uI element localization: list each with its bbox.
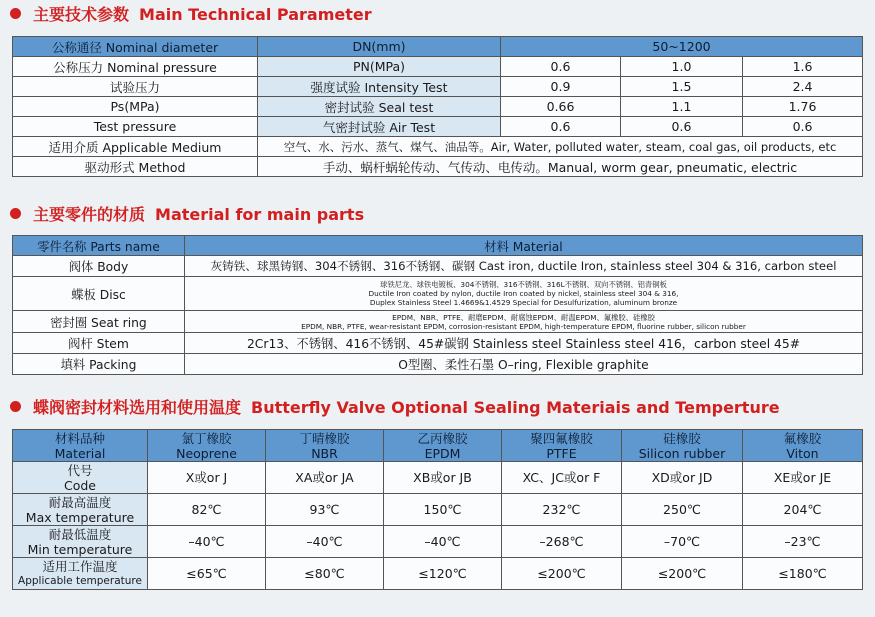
section-title-cn: 蝶阀密封材料选用和使用温度: [33, 398, 242, 417]
cell: ≤80℃: [266, 558, 384, 590]
cell: 公称通径 Nominal diameter: [13, 37, 258, 57]
text-line: Applicable temperature: [18, 574, 142, 587]
cell: [13, 430, 148, 462]
text-line: 氟橡胶: [783, 430, 822, 446]
table-row: [13, 311, 863, 333]
cell: XE或or JE: [743, 462, 863, 494]
cell: 适用介质 Applicable Medium: [13, 137, 258, 157]
table-row: [13, 157, 863, 177]
cell: –70℃: [622, 526, 743, 558]
cell: 强度试验 Intensity Test: [258, 77, 501, 97]
cell: ≤180℃: [743, 558, 863, 590]
table-row: [13, 494, 863, 526]
cell: DN(mm): [258, 37, 501, 57]
cell: 驱动形式 Method: [13, 157, 258, 177]
text-line: EPDM, NBR, PTFE, wear-resistant EPDM, corrosion-resistant EPDM, high-temperature EPDM, fluorine rubber, silicon rubber: [301, 321, 746, 331]
text-line: NBR: [311, 445, 338, 461]
table-row: [13, 462, 863, 494]
text-line: Duplex Stainless Steel 1.4669&1.4529 Special for Desulfurization, aluminum bronze: [369, 298, 678, 307]
text-line: Min temperature: [27, 541, 133, 557]
cell: –268℃: [502, 526, 622, 558]
cell: 公称压力 Nominal pressure: [13, 57, 258, 77]
cell: 手动、蜗杆蜗轮传动、气传动、电传动。Manual, worm gear, pneumatic, electric: [258, 157, 863, 177]
text-line: Silicon rubber: [638, 445, 726, 461]
cell: 1.76: [743, 97, 863, 117]
table-row: [13, 97, 863, 117]
cell: [266, 430, 384, 462]
table-row: [13, 137, 863, 157]
cell: 蝶板 Disc: [13, 277, 185, 311]
text-line: 聚四氟橡胶: [530, 430, 593, 446]
section-title-sealing: [8, 397, 780, 419]
section-title-materials: [8, 204, 364, 226]
cell: 50~1200: [501, 37, 863, 57]
table-row: [13, 277, 863, 311]
cell: [148, 430, 266, 462]
cell: 气密封试验 Air Test: [258, 117, 501, 137]
text-line: EPDM、NBR、PTFE、耐磨EPDM、耐腐蚀EPDM、耐温EPDM、氟橡胶、硅橡胶: [392, 312, 655, 322]
cell: 阀体 Body: [13, 256, 185, 277]
cell: 0.66: [501, 97, 621, 117]
text-line: PTFE: [546, 445, 577, 461]
cell: 1.1: [621, 97, 743, 117]
cell: 0.6: [501, 117, 621, 137]
table-row: [13, 430, 863, 462]
cell: 阀杆 Stem: [13, 333, 185, 354]
cell: [13, 462, 148, 494]
table-row: [13, 57, 863, 77]
cell: PN(MPa): [258, 57, 501, 77]
cell: 204℃: [743, 494, 863, 526]
cell: ≤200℃: [502, 558, 622, 590]
cell: Ps(MPa): [13, 97, 258, 117]
cell: O型圈、柔性石墨 O–ring, Flexible graphite: [185, 354, 863, 375]
cell: –40℃: [148, 526, 266, 558]
text-line: 代号: [67, 462, 93, 478]
technical-parameter-table: [12, 36, 863, 177]
section-title-en: Main Technical Parameter: [139, 5, 372, 24]
cell: 零件名称 Parts name: [13, 236, 185, 256]
text-line: 硅橡胶: [663, 430, 701, 446]
cell: 150℃: [384, 494, 502, 526]
cell: [13, 558, 148, 590]
cell: 空气、水、污水、蒸气、煤气、油品等。Air, Water, polluted water, steam, coal gas, oil products, etc: [258, 137, 863, 157]
cell: [622, 430, 743, 462]
cell: 82℃: [148, 494, 266, 526]
sealing-material-table: [12, 429, 863, 590]
cell: –40℃: [266, 526, 384, 558]
text-line: 适用工作温度: [42, 558, 118, 574]
section-title-cn: 主要技术参数: [33, 5, 130, 24]
cell: ≤120℃: [384, 558, 502, 590]
table-row: [13, 526, 863, 558]
cell: XD或or JD: [622, 462, 743, 494]
cell: 灰铸铁、球黑铸钢、304不锈钢、316不锈钢、碳钢 Cast iron, ductile Iron, stainless steel 304 & 316, carbon steel: [185, 256, 863, 277]
bullet-icon: [10, 208, 21, 219]
cell: ≤200℃: [622, 558, 743, 590]
cell: [185, 311, 863, 333]
cell: [13, 494, 148, 526]
section-title-en: Material for main parts: [155, 205, 365, 224]
text-line: 耐最高温度: [48, 494, 112, 510]
text-line: 材料品种: [54, 430, 105, 446]
text-line: 球铁尼龙、球铁电镀板、304不锈钢、316不锈钢、316L不锈钢、双向不锈钢、铝青铜板: [380, 280, 667, 289]
cell: 密封试验 Seal test: [258, 97, 501, 117]
cell: XA或or JA: [266, 462, 384, 494]
section-title-en: Butterfly Valve Optional Sealing Materiais and Temperture: [251, 398, 780, 417]
text-line: Neoprene: [176, 445, 237, 461]
cell: 材料 Material: [185, 236, 863, 256]
cell: 1.6: [743, 57, 863, 77]
cell: 试验压力: [13, 77, 258, 97]
table-row: [13, 558, 863, 590]
cell: 0.6: [501, 57, 621, 77]
cell: Test pressure: [13, 117, 258, 137]
table-row: [13, 333, 863, 354]
bullet-icon: [10, 401, 21, 412]
text-line: 耐最低温度: [48, 526, 112, 542]
cell: 1.5: [621, 77, 743, 97]
cell: 密封圈 Seat ring: [13, 311, 185, 333]
cell: [743, 430, 863, 462]
text-line: Ductile Iron coated by nylon, ductile Iron coated by nickel, stainless steel 304 & 316,: [368, 289, 679, 298]
text-line: Viton: [786, 445, 819, 461]
cell: X或or J: [148, 462, 266, 494]
cell: 0.9: [501, 77, 621, 97]
cell: 0.6: [743, 117, 863, 137]
table-row: [13, 77, 863, 97]
cell: 2Cr13、不锈钢、416不锈钢、45#碳钢 Stainless steel Stainless steel 416，carbon steel 45#: [185, 333, 863, 354]
cell: XC、JC或or F: [502, 462, 622, 494]
cell: –23℃: [743, 526, 863, 558]
text-line: 氯丁橡胶: [181, 430, 232, 446]
cell: 1.0: [621, 57, 743, 77]
cell: [13, 526, 148, 558]
cell: –40℃: [384, 526, 502, 558]
cell: 232℃: [502, 494, 622, 526]
cell: 填料 Packing: [13, 354, 185, 375]
section-title-cn: 主要零件的材质: [33, 205, 146, 224]
cell: 250℃: [622, 494, 743, 526]
table-row: [13, 354, 863, 375]
cell: [185, 277, 863, 311]
section-title-technical: [8, 4, 372, 26]
text-line: Material: [54, 445, 106, 461]
text-line: EPDM: [424, 445, 461, 461]
cell: [384, 430, 502, 462]
cell: [502, 430, 622, 462]
text-line: Code: [63, 477, 96, 493]
table-row: [13, 256, 863, 277]
cell: XB或or JB: [384, 462, 502, 494]
table-row: [13, 236, 863, 256]
cell: 93℃: [266, 494, 384, 526]
bullet-icon: [10, 8, 21, 19]
text-line: 丁晴橡胶: [299, 430, 350, 446]
text-line: Max temperature: [25, 509, 135, 525]
material-table: [12, 235, 863, 375]
cell: ≤65℃: [148, 558, 266, 590]
text-line: 乙丙橡胶: [417, 430, 468, 446]
table-row: [13, 37, 863, 57]
table-row: [13, 117, 863, 137]
cell: 2.4: [743, 77, 863, 97]
cell: 0.6: [621, 117, 743, 137]
